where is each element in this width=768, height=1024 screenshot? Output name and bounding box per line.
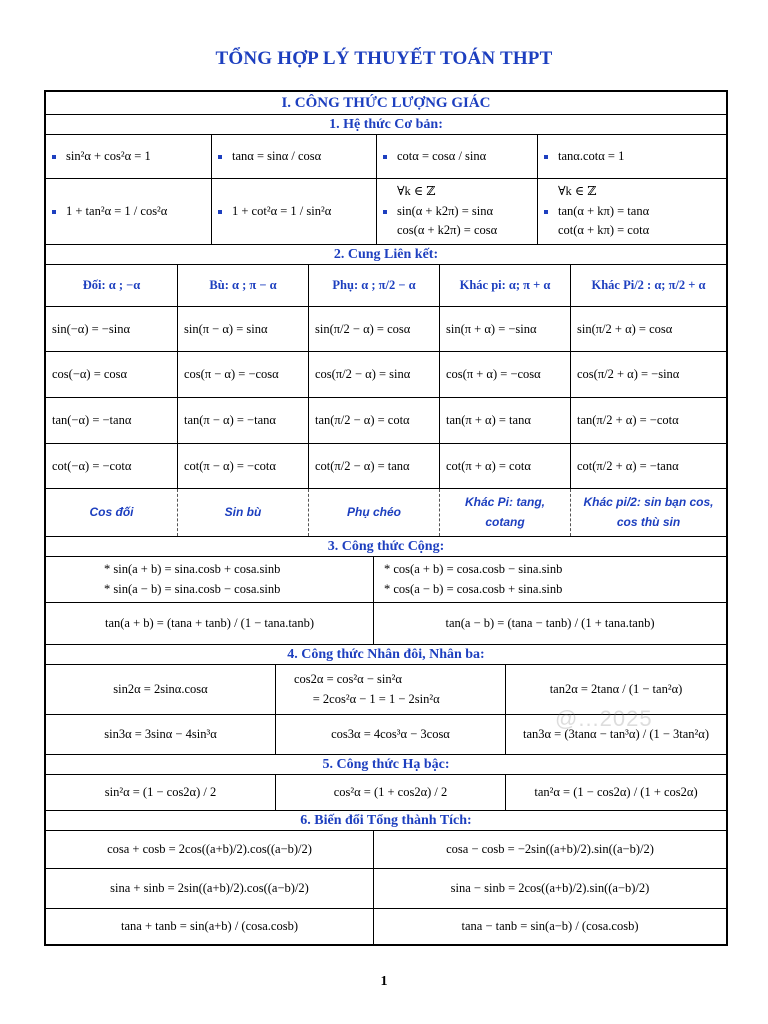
basic-cell [211,135,376,178]
power-reduction-cell: tan²α = (1 − cos2α) / (1 + cos2α) [505,775,726,810]
bullet-icon [52,210,56,214]
mnemonic-note: Phụ chéo [308,489,439,536]
formula-text: ∀k ∈ ℤ sin(α + k2π) = sinα cos(α + k2π) = cosα [397,184,498,238]
subheader-addition: 3. Công thức Cộng: [327,538,445,554]
assoc-header: Phụ: α ; π/2 − α [308,265,439,306]
watermark: @...2025 [555,706,653,731]
assoc-cell: tan(−α) = −tanα [52,413,132,427]
assoc-cell: tan(π/2 + α) = −cotα [570,398,726,443]
formula-text: cotα = cosα / sinα [397,149,487,163]
subheader-basic: 1. Hệ thức Cơ bản: [329,116,443,132]
formula-text: cos2α = cos²α − sin²α = 2cos²α − 1 = 1 − 2sin²α [294,672,440,706]
section-header-row [46,92,726,114]
subheader-row-6 [46,810,726,830]
page-title: TỔNG HỢP LÝ THUYẾT TOÁN THPT [215,48,553,69]
sum-product-cell: sina − sinb = 2cos((a+b)/2).sin((a−b)/2) [373,869,726,908]
bullet-icon [544,210,548,214]
power-reduction-row [46,774,726,810]
formula-text: * sin(a + b) = sina.cosb + cosa.sinb * sin(a − b) = sina.cosb − cosa.sinb [104,562,281,596]
triple-angle-cell: tan3α = (3tanα − tan³α) / (1 − 3tan²α) [505,715,726,754]
assoc-header: Đối: α ; −α [82,278,141,292]
addition-row-2 [46,602,726,644]
bullet-icon [544,155,548,159]
sum-product-row-3 [46,908,726,944]
bullet-icon [383,155,387,159]
formula-text: tanα.cotα = 1 [558,149,625,163]
assoc-header: Bù: α ; π − α [177,265,308,306]
assoc-cell: cot(π/2 + α) = −tanα [570,444,726,488]
assoc-row-sin [46,306,726,351]
assoc-cell: cos(π + α) = −cosα [439,352,570,397]
triple-angle-cell: sin3α = 3sinα − 4sin³α [104,727,217,741]
formula-text: 1 + cot²α = 1 / sin²α [232,204,332,218]
subheader-row-1 [46,114,726,134]
assoc-cell: cot(π/2 − α) = tanα [308,444,439,488]
assoc-cell: cot(π − α) = −cotα [177,444,308,488]
double-angle-cell [275,665,505,714]
sum-product-cell: cosa − cosb = −2sin((a+b)/2).sin((a−b)/2) [373,831,726,868]
formula-text: * cos(a + b) = cosa.cosb − sina.sinb * cos(a − b) = cosa.cosb + sina.sinb [384,562,563,596]
subheader-power-reduction: 5. Công thức Hạ bậc: [322,756,450,772]
addition-cell [46,557,373,602]
assoc-cell: cos(−α) = cosα [52,367,128,381]
bullet-icon [383,210,387,214]
assoc-cell: tan(π + α) = tanα [439,398,570,443]
basic-cell [376,135,537,178]
assoc-row-cot [46,443,726,488]
basic-row-2 [46,178,726,244]
assoc-notes-row [46,488,726,536]
sum-product-cell: cosa + cosb = 2cos((a+b)/2).cos((a−b)/2) [107,842,312,856]
section-header: I. CÔNG THỨC LƯỢNG GIÁC [281,94,491,111]
addition-cell [373,557,726,602]
power-reduction-cell: cos²α = (1 + cos2α) / 2 [275,775,505,810]
bullet-icon [218,210,222,214]
assoc-header: Khác Pi/2 : α; π/2 + α [570,265,726,306]
formula-text: 1 + tan²α = 1 / cos²α [66,204,168,218]
sum-product-cell: tana − tanb = sin(a−b) / (cosa.cosb) [373,909,726,944]
assoc-cell: sin(π − α) = sinα [177,307,308,351]
double-angle-cell: sin2α = 2sinα.cosα [113,682,208,696]
triple-angle-cell: cos3α = 4cos³α − 3cosα [275,715,505,754]
sum-product-cell: sina + sinb = 2sin((a+b)/2).cos((a−b)/2) [110,881,309,895]
assoc-cell: cot(−α) = −cotα [52,458,132,473]
assoc-row-cos [46,351,726,397]
formula-text: ∀k ∈ ℤ tan(α + kπ) = tanα cot(α + kπ) = cotα [558,184,650,238]
assoc-header: Khác pi: α; π + α [439,265,570,306]
mnemonic-note: Sin bù [177,489,308,536]
assoc-cell: sin(π + α) = −sinα [439,307,570,351]
mnemonic-note: Cos đối [89,504,134,519]
sum-product-row-1 [46,830,726,868]
assoc-cell: sin(π/2 − α) = cosα [308,307,439,351]
addition-cell: tan(a + b) = (tana + tanb) / (1 − tana.tanb) [104,616,315,630]
bullet-icon [52,155,56,159]
addition-row-1 [46,556,726,602]
subheader-sum-to-product: 6. Biến đổi Tổng thành Tích: [300,812,472,828]
assoc-cell: tan(π − α) = −tanα [177,398,308,443]
assoc-cell: cot(π + α) = cotα [439,444,570,488]
formula-text: sin²α + cos²α = 1 [66,149,151,163]
sum-product-cell: tana + tanb = sin(a+b) / (cosa.cosb) [121,919,298,933]
basic-cell [537,135,726,178]
subheader-associated: 2. Cung Liên kết: [333,246,439,262]
assoc-header-row [46,264,726,306]
basic-cell [46,135,211,178]
mnemonic-note: Khác Pi: tang, cotang [439,489,570,536]
subheader-row-4 [46,644,726,664]
addition-cell: tan(a − b) = (tana − tanb) / (1 + tana.tanb) [373,603,726,644]
mnemonic-note: Khác pi/2: sin bạn cos, cos thù sin [570,489,726,536]
assoc-cell: cos(π/2 − α) = sinα [308,352,439,397]
sum-product-row-2 [46,868,726,908]
formula-text: tanα = sinα / cosα [232,149,322,163]
basic-cell [376,179,537,244]
assoc-cell: cos(π − α) = −cosα [177,352,308,397]
subheader-row-2 [46,244,726,264]
subheader-row-3 [46,536,726,556]
bullet-icon [218,155,222,159]
assoc-cell: sin(π/2 + α) = cosα [570,307,726,351]
basic-row-1 [46,134,726,178]
basic-cell [211,179,376,244]
double-angle-cell: tan2α = 2tanα / (1 − tan²α) [505,665,726,714]
basic-cell [46,179,211,244]
power-reduction-cell: sin²α = (1 − cos2α) / 2 [104,785,217,799]
assoc-cell: sin(−α) = −sinα [52,321,130,336]
subheader-row-5 [46,754,726,774]
assoc-cell: tan(π/2 − α) = cotα [308,398,439,443]
formula-table [44,90,728,946]
page-number: 1 [380,974,388,989]
assoc-cell: cos(π/2 + α) = −sinα [570,352,726,397]
assoc-row-tan [46,397,726,443]
subheader-multiple-angle: 4. Công thức Nhân đôi, Nhân ba: [287,646,485,662]
basic-cell [537,179,726,244]
